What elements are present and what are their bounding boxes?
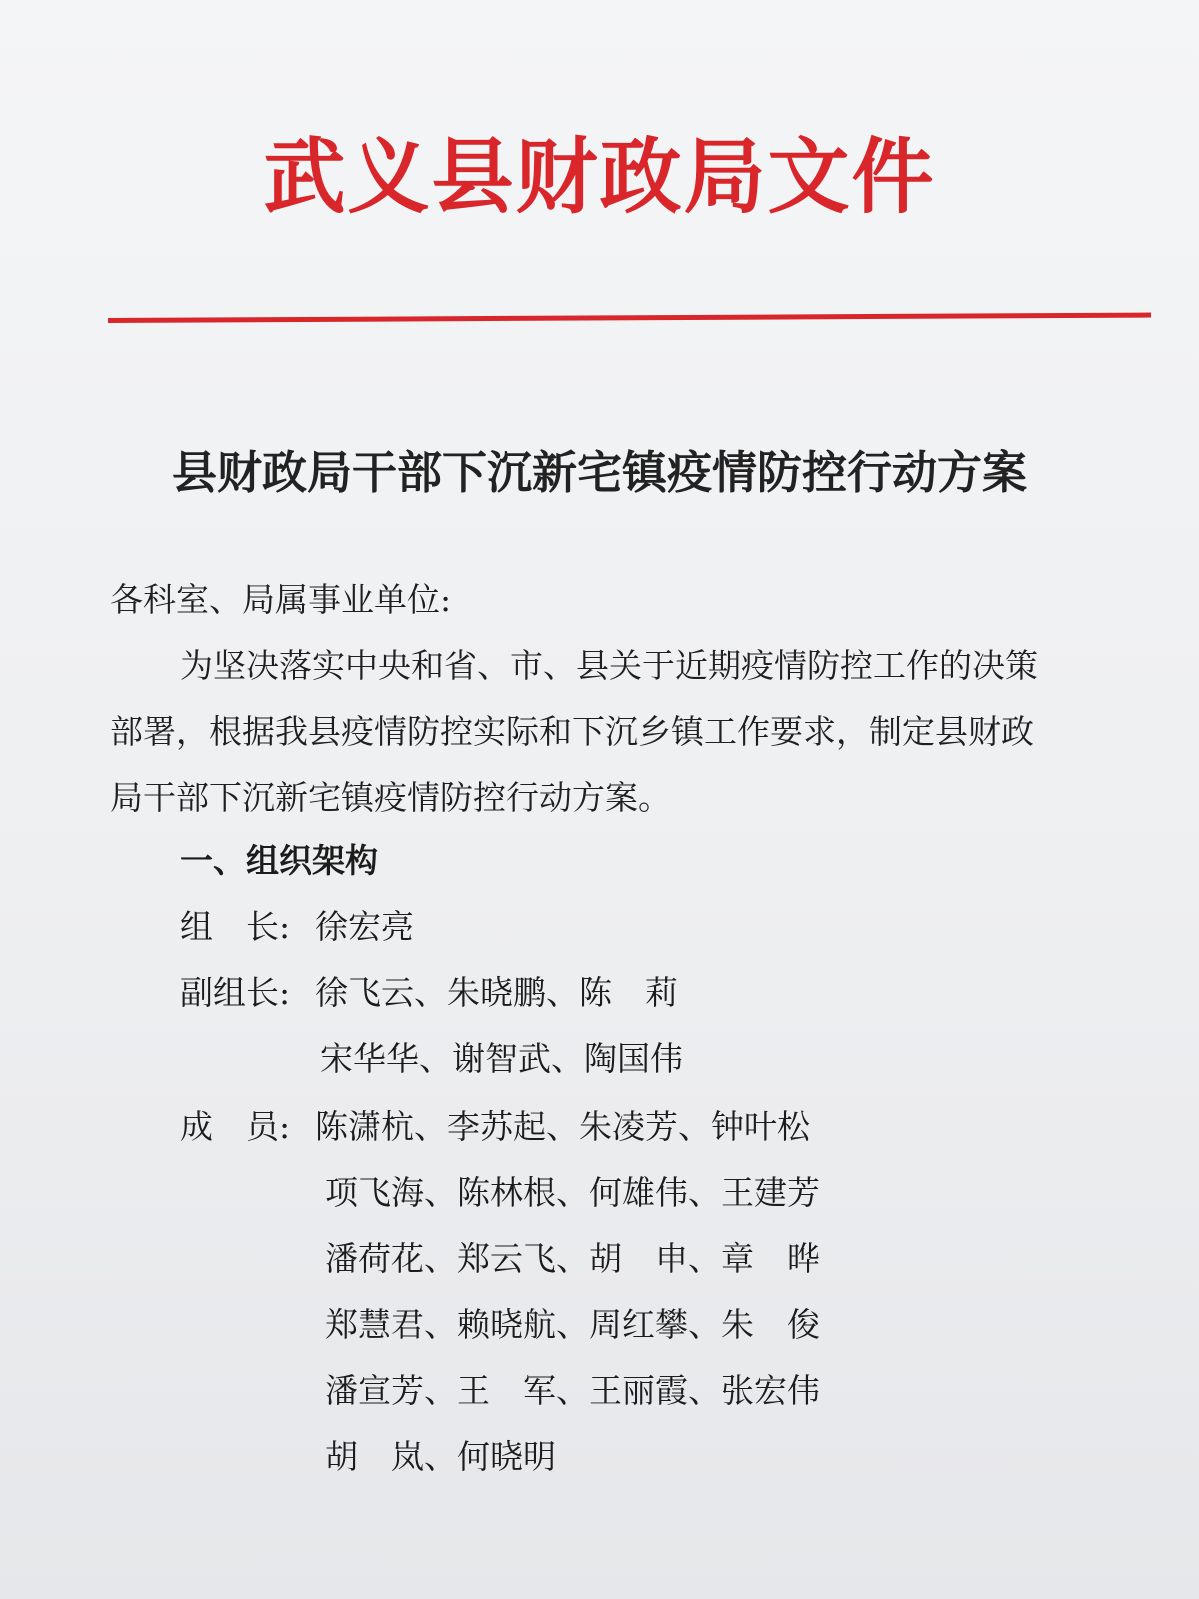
member-names-line-4: 郑慧君、赖晓航、周红攀、朱 俊 (325, 1305, 820, 1344)
member-names-line-5: 潘宣芳、王 军、王丽霞、张宏伟 (325, 1371, 820, 1410)
issuer-header-title: 武义县财政局文件 (263, 129, 936, 225)
leader-names: 徐宏亮 (315, 907, 414, 946)
deputy-leader-names-line-1: 徐飞云、朱晓鹏、陈 莉 (315, 973, 678, 1012)
deputy-leader-row (180, 960, 678, 1026)
paragraph-line-3: 局干部下沉新宅镇疫情防控行动方案。 (110, 778, 671, 817)
paragraph-line-2: 部署，根据我县疫情防控实际和下沉乡镇工作要求，制定县财政 (110, 712, 1034, 751)
members-row (180, 1094, 810, 1160)
member-names-line-2: 项飞海、陈林根、何雄伟、王建芳 (325, 1173, 820, 1212)
leader-row (180, 894, 414, 960)
red-header-rule (108, 313, 1151, 323)
member-names-line-6: 胡 岚、何晓明 (325, 1437, 556, 1476)
leader-label: 组 长: (180, 907, 291, 946)
member-names-line-1: 陈潇杭、李苏起、朱凌芳、钟叶松 (315, 1107, 810, 1146)
section-heading-organization: 一、组织架构 (180, 841, 378, 880)
member-names-line-3: 潘荷花、郑云飞、胡 申、章 晔 (325, 1239, 820, 1278)
members-label: 成 员: (180, 1107, 291, 1146)
document-title: 县财政局干部下沉新宅镇疫情防控行动方案 (171, 446, 1027, 499)
paragraph-line-1: 为坚决落实中央和省、市、县关于近期疫情防控工作的决策 (180, 646, 1038, 685)
deputy-leader-label: 副组长: (180, 973, 291, 1012)
deputy-leader-names-line-2: 宋华华、谢智武、陶国伟 (320, 1039, 683, 1078)
salutation: 各科室、局属事业单位: (110, 580, 452, 619)
